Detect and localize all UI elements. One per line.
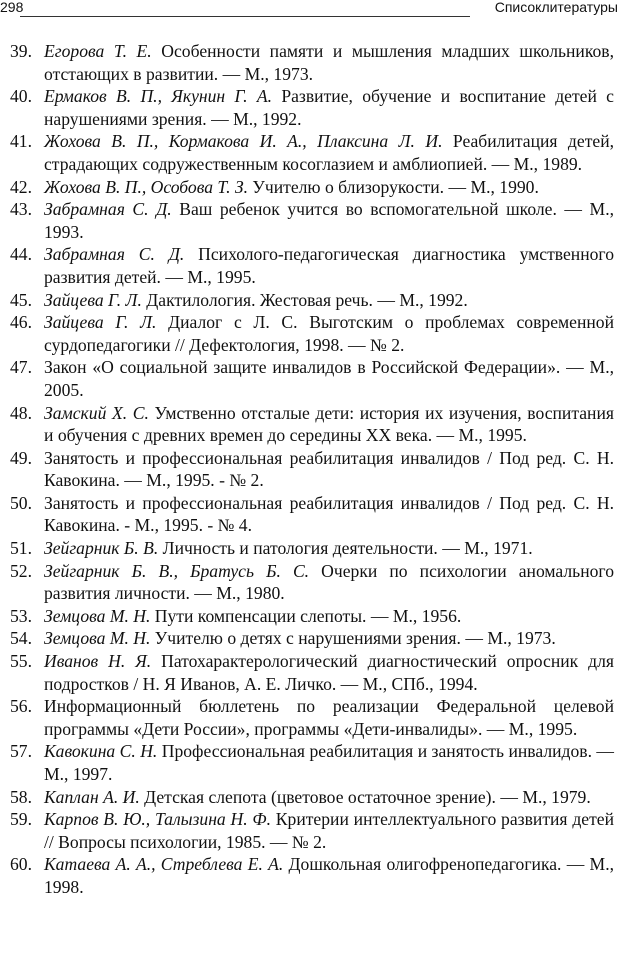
reference-item — [0, 40, 614, 85]
reference-item — [0, 85, 614, 130]
reference-number: 47. — [10, 357, 32, 378]
reference-number: 49. — [10, 447, 32, 468]
reference-text: Умственно отсталые дети: история их изучения, воспитания и обучения с древних времен до середины XX века. — М., 1995. — [44, 402, 614, 446]
reference-item — [0, 740, 614, 785]
reference-number: 48. — [10, 402, 32, 423]
reference-author: Забрамная С. Д. — [44, 244, 185, 265]
reference-author: Зейгарник Б. В. — [44, 538, 159, 559]
reference-number: 41. — [10, 131, 32, 152]
reference-item — [0, 243, 614, 288]
reference-author: Земцова М. Н. — [44, 605, 151, 626]
section-title: Списоклитературы — [494, 0, 618, 15]
reference-number: 45. — [10, 289, 32, 310]
reference-text: Критерии интеллектуального развития детей // Вопросы психологии, 1985. — № 2. — [44, 809, 614, 852]
reference-item — [0, 537, 614, 560]
reference-text: Дошкольная олигофренопедагогика. — М., 1998. — [44, 854, 614, 897]
reference-text: Особенности памяти и мышления младших школьников, отстающих в развитии. — М., 1973. — [44, 41, 614, 84]
reference-text: Личность и патология деятельности. — М., 1971. — [158, 538, 533, 559]
reference-item — [0, 311, 614, 356]
reference-item — [0, 176, 614, 199]
reference-number: 57. — [10, 741, 32, 762]
reference-number: 54. — [10, 628, 32, 649]
reference-number: 53. — [10, 605, 32, 626]
reference-number: 44. — [10, 244, 32, 265]
reference-text: Пути компенсации слепоты. — М., 1956. — [150, 605, 462, 626]
page-number: 298 — [0, 0, 24, 15]
reference-number: 52. — [10, 560, 32, 581]
reference-number: 46. — [10, 312, 32, 333]
reference-number: 58. — [10, 786, 32, 807]
reference-number: 42. — [10, 176, 32, 197]
reference-item — [0, 650, 614, 695]
reference-text: Реабилитация детей, страдающих содружественным косоглазием и амблиопией. — М., 1989. — [44, 131, 615, 174]
reference-text: Детская слепота (цветовое остаточное зрение). — М., 1979. — [139, 786, 591, 807]
reference-author: Зайцева Г. Л. — [44, 289, 142, 310]
reference-author: Забрамная С. Д. — [44, 199, 172, 220]
reference-item — [0, 786, 614, 809]
reference-item — [0, 402, 614, 447]
reference-text: Развитие, обучение и воспитание детей с нарушениями зрения. — М., 1992. — [44, 86, 614, 129]
reference-text: Занятость и профессиональная реабилитация инвалидов / Под ред. С. Н. Кавокина. - М., 1995. - № 4. — [44, 492, 614, 536]
reference-item — [0, 492, 614, 537]
reference-author: Каплан А. И. — [44, 786, 140, 807]
reference-item — [0, 289, 614, 312]
reference-item — [0, 605, 614, 628]
reference-item — [0, 695, 614, 740]
reference-item — [0, 356, 614, 401]
reference-number: 59. — [10, 809, 32, 830]
reference-text: Занятость и профессиональная реабилитация инвалидов / Под ред. С. Н. Кавокина. — М., 1995. - № 2. — [44, 447, 614, 491]
reference-number: 39. — [10, 41, 32, 61]
reference-item — [0, 198, 614, 243]
reference-number: 55. — [10, 651, 32, 672]
reference-author: Ермаков В. П., Якунин Г. А. — [44, 86, 273, 107]
reference-text: Информационный бюллетень по реализации Федеральной целевой программы «Дети России», программы «Дети-инвалиды». — М., 1995. — [44, 696, 614, 739]
reference-text: Закон «О социальной защите инвалидов в Российской Федерации». — М., 2005. — [44, 357, 614, 400]
reference-number: 51. — [10, 538, 32, 559]
reference-author: Катаева А. А., Стреблева Е. А. — [44, 854, 284, 875]
reference-item — [0, 853, 614, 898]
running-header — [0, 0, 620, 16]
reference-text: Очерки по психологии аномального развития личности. — М., 1980. — [44, 560, 614, 604]
reference-author: Жохова В. П., Кормакова И. А., Плаксина Л. И. — [44, 131, 443, 152]
reference-item — [0, 560, 614, 605]
reference-number: 56. — [10, 696, 32, 717]
reference-text: Диалог с Л. С. Выготским о проблемах современной сурдопедагогики // Дефектология, 1998. — № 2. — [44, 312, 615, 355]
reference-text: Патохарактерологический диагностический опросник для подростков / Н. Я Иванов, А. Е. Личко. — М., СПб., 1994. — [44, 651, 615, 694]
reference-number: 43. — [10, 199, 32, 220]
reference-author: Зейгарник Б. В., Братусь Б. С. — [44, 560, 310, 581]
reference-author: Земцова М. Н. — [44, 628, 151, 649]
header-rule — [20, 16, 470, 17]
reference-text: Профессиональная реабилитация и занятость инвалидов. — М., 1997. — [44, 741, 614, 784]
reference-text: Психолого-педагогическая диагностика умственного развития детей. — М., 1995. — [44, 244, 614, 287]
reference-author: Жохова В. П., Особова Т. З. — [44, 176, 249, 197]
reference-item — [0, 130, 614, 175]
reference-author: Егорова Т. Е. — [44, 41, 152, 61]
reference-item — [0, 808, 614, 853]
reference-number: 40. — [10, 86, 32, 107]
reference-item — [0, 627, 614, 650]
reference-list — [0, 40, 614, 899]
reference-text: Учителю о близорукости. — М., 1990. — [248, 176, 539, 197]
reference-text: Ваш ребенок учится во вспомогательной школе. — М., 1993. — [44, 199, 614, 242]
reference-author: Зайцева Г. Л. — [44, 312, 157, 333]
reference-number: 60. — [10, 854, 32, 875]
reference-author: Кавокина С. Н. — [44, 741, 158, 762]
reference-text: Учителю о детях с нарушениями зрения. — М., 1973. — [150, 628, 556, 649]
reference-author: Карпов В. Ю., Талызина Н. Ф. — [44, 809, 271, 830]
reference-number: 50. — [10, 492, 32, 513]
reference-author: Иванов Н. Я. — [44, 651, 152, 672]
reference-item — [0, 447, 614, 492]
reference-author: Замский Х. С. — [44, 402, 149, 423]
reference-text: Дактилология. Жестовая речь. — М., 1992. — [141, 289, 468, 310]
